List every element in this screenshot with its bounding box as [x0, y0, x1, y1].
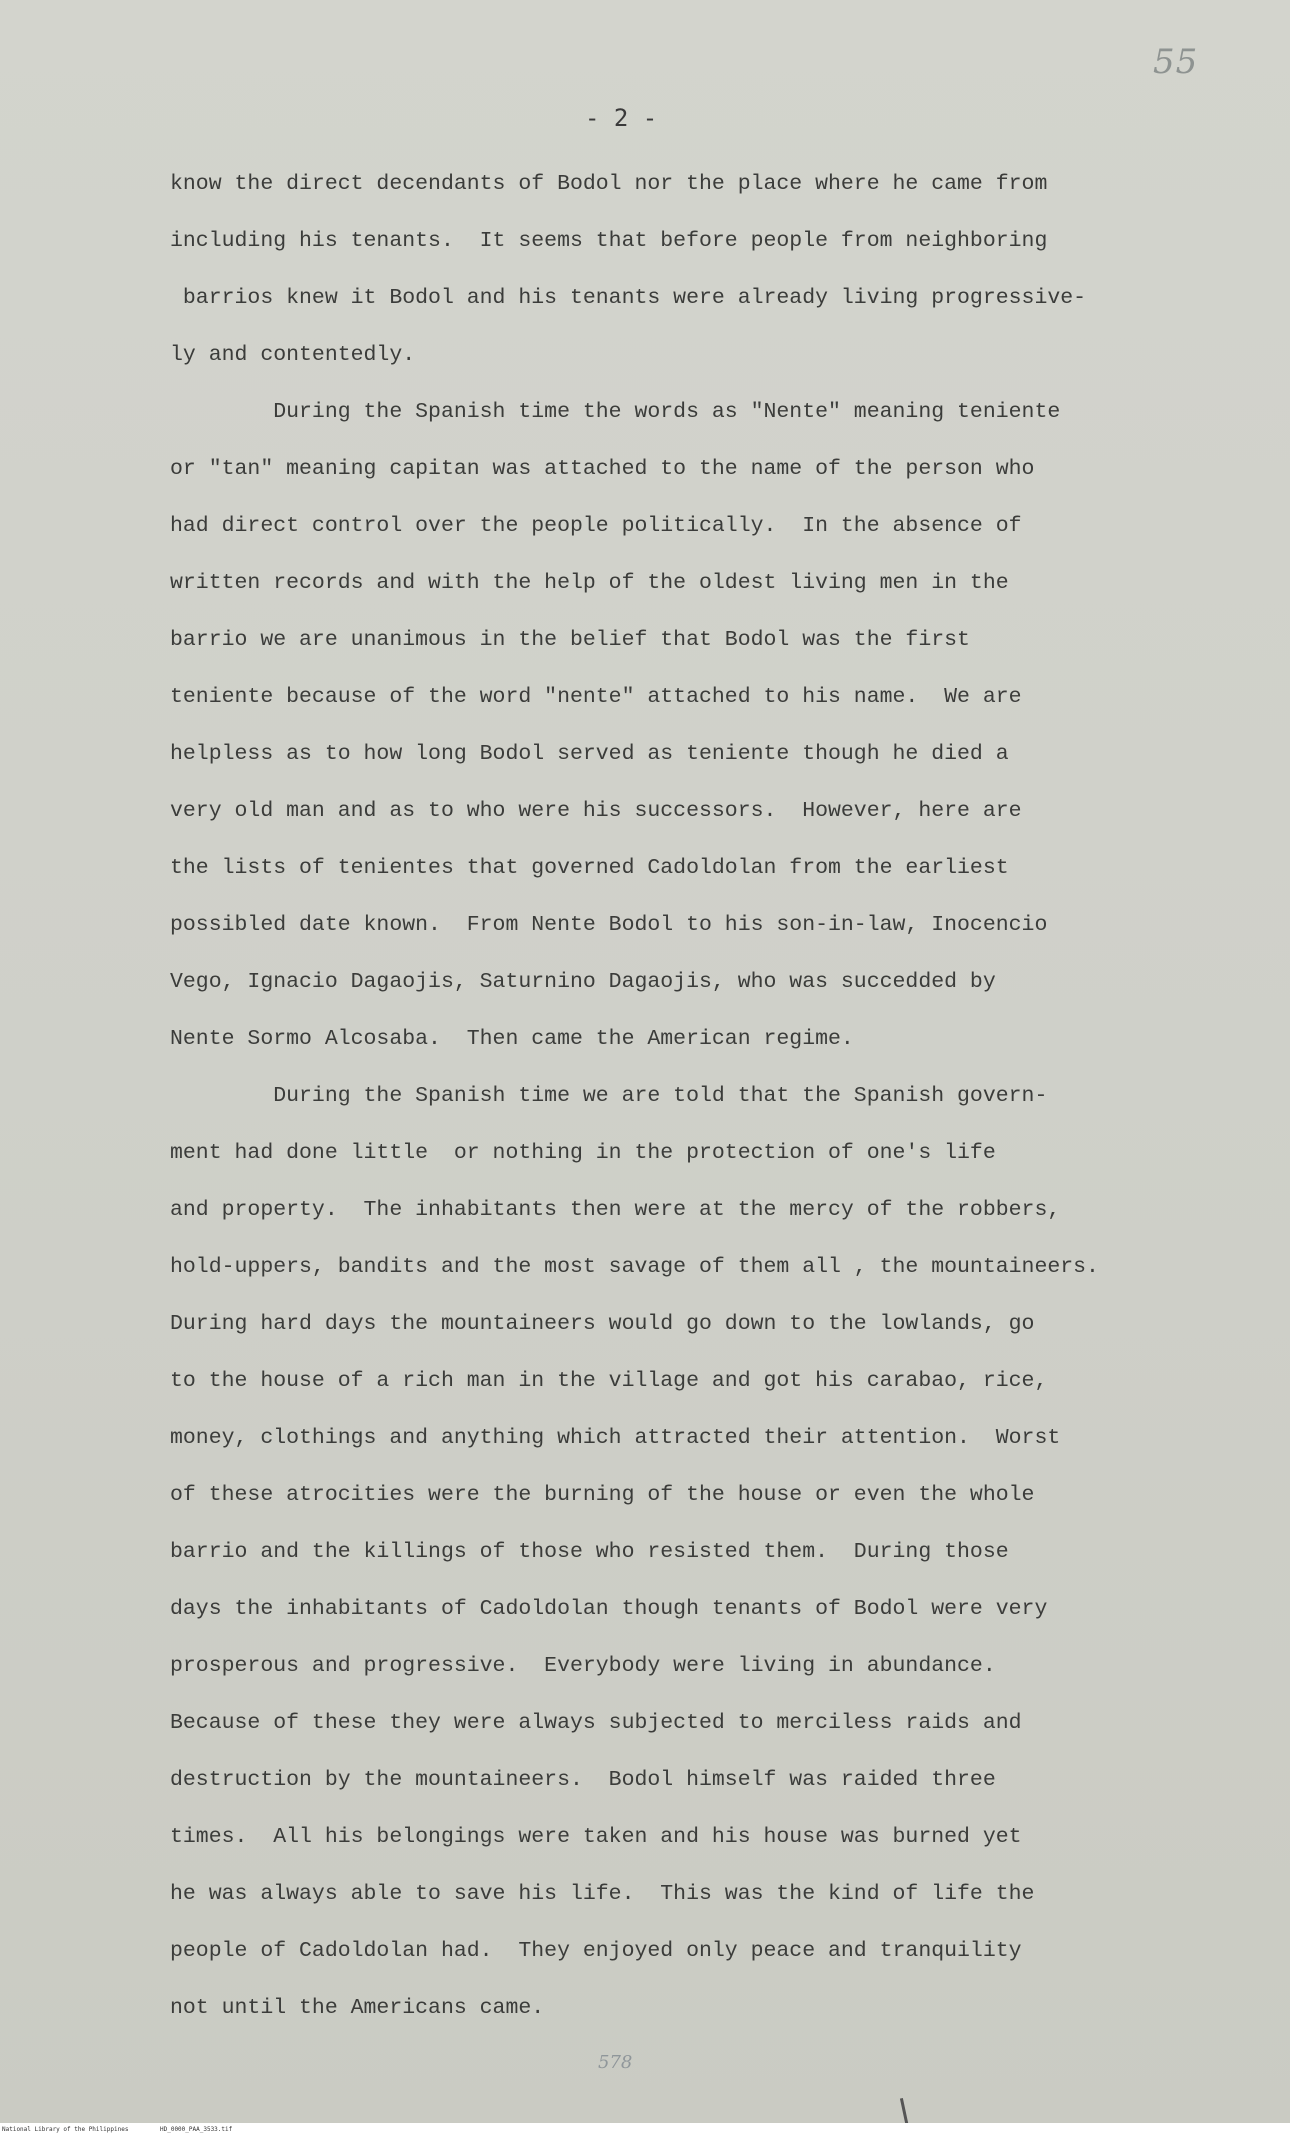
text-line: or "tan" meaning capitan was attached to the name of the person who — [170, 457, 1035, 481]
text-line: Because of these they were always subjected to merciless raids and — [170, 1711, 1022, 1735]
text-line: barrio we are unanimous in the belief that Bodol was the first — [170, 628, 970, 652]
text-line: know the direct decendants of Bodol nor the place where he came from — [170, 172, 1048, 196]
text-line: of these atrocities were the burning of the house or even the whole — [170, 1483, 1035, 1507]
text-line: had direct control over the people politically. In the absence of — [170, 514, 1022, 538]
text-line: Vego, Ignacio Dagaojis, Saturnino Dagaojis, who was succedded by — [170, 970, 996, 994]
text-line: times. All his belongings were taken and his house was burned yet — [170, 1825, 1022, 1849]
text-line: money, clothings and anything which attracted their attention. Worst — [170, 1426, 1061, 1450]
text-line: prosperous and progressive. Everybody were living in abundance. — [170, 1654, 996, 1678]
text-line: days the inhabitants of Cadoldolan though tenants of Bodol were very — [170, 1597, 1048, 1621]
text-line: to the house of a rich man in the village and got his carabao, rice, — [170, 1369, 1048, 1393]
handwritten-page-mark: 55 — [1153, 42, 1199, 82]
handwritten-bottom-mark: 578 — [598, 2052, 633, 2073]
text-line: very old man and as to who were his successors. However, here are — [170, 799, 1022, 823]
page-number: - 2 - — [585, 104, 658, 132]
text-line: ment had done little or nothing in the protection of one's life — [170, 1141, 996, 1165]
text-line: barrios knew it Bodol and his tenants were already living progressive- — [170, 286, 1087, 310]
text-line: helpless as to how long Bodol served as teniente though he died a — [170, 742, 1009, 766]
text-line: possibled date known. From Nente Bodol to his son-in-law, Inocencio — [170, 913, 1048, 937]
text-line: the lists of tenientes that governed Cadoldolan from the earliest — [170, 856, 1009, 880]
text-line: he was always able to save his life. This was the kind of life the — [170, 1882, 1035, 1906]
text-line: During the Spanish time we are told that the Spanish govern- — [170, 1084, 1048, 1108]
text-line: teniente because of the word "nente" attached to his name. We are — [170, 685, 1022, 709]
footer-library-label: National Library of the Philippines — [2, 2126, 129, 2133]
text-line: and property. The inhabitants then were at the mercy of the robbers, — [170, 1198, 1061, 1222]
text-line: During hard days the mountaineers would go down to the lowlands, go — [170, 1312, 1035, 1336]
scan-footer — [0, 2123, 1290, 2137]
text-line: people of Cadoldolan had. They enjoyed only peace and tranquility — [170, 1939, 1022, 1963]
text-line: barrio and the killings of those who resisted them. During those — [170, 1540, 1009, 1564]
text-line: hold-uppers, bandits and the most savage of them all , the mountaineers. — [170, 1255, 1099, 1279]
typewritten-body — [170, 156, 1180, 2037]
text-line: During the Spanish time the words as "Nente" meaning teniente — [170, 400, 1061, 424]
text-line: including his tenants. It seems that before people from neighboring — [170, 229, 1048, 253]
text-line: ly and contentedly. — [170, 343, 416, 367]
text-line: written records and with the help of the oldest living men in the — [170, 571, 1009, 595]
text-line: not until the Americans came. — [170, 1996, 545, 2020]
footer-file-label: HD_0000_PAA_3533.tif — [160, 2126, 233, 2133]
text-line: destruction by the mountaineers. Bodol himself was raided three — [170, 1768, 996, 1792]
text-line: Nente Sormo Alcosaba. Then came the American regime. — [170, 1027, 854, 1051]
